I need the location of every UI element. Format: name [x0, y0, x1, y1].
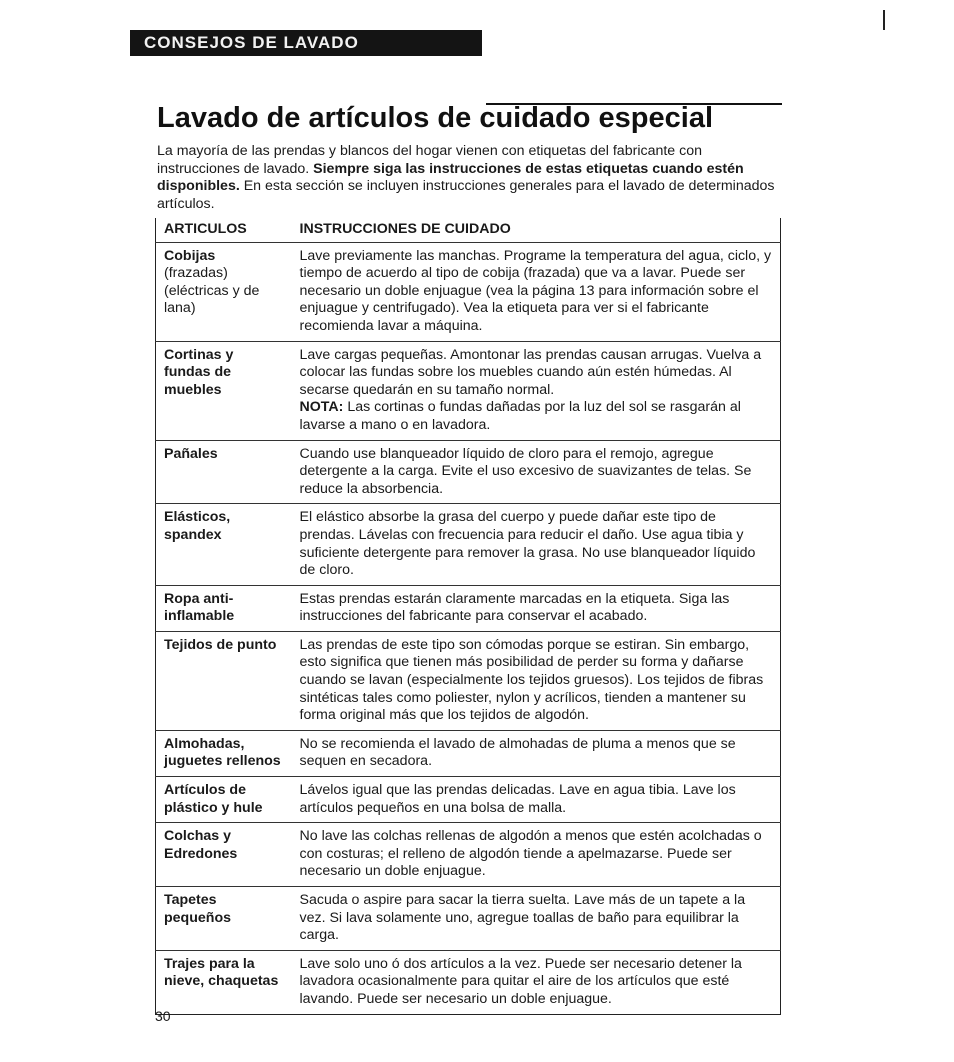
item-name: Elásticos, spandex: [164, 509, 231, 543]
margin-tick-mark: [883, 10, 885, 30]
instruction-cell: Lave solo uno ó dos artículos a la vez. Puede ser necesario detener la lavadora ocasionalmente para quitar el aire de los artículos que esté lavando. Puede ser necesario un doble enjuague.: [292, 950, 781, 1014]
column-header-instructions: INSTRUCCIONES DE CUIDADO: [292, 218, 781, 242]
instruction-cell: Las prendas de este tipo son cómodas porque se estiran. Sin embargo, esto significa que tienen más posibilidad de perder su forma y dañarse cuando se lavan (especialmente los tejidos gruesos). Los tejidos de fibras sintéticas tales como poliester, nylon y acrílicos, tienden a mantener su forma original más que los tejidos de algodón.: [292, 631, 781, 730]
intro-paragraph: [157, 143, 777, 213]
table-row: [156, 341, 781, 440]
item-cell: [156, 631, 292, 730]
table-row: [156, 887, 781, 951]
instruction-cell: Lave previamente las manchas. Programe la temperatura del agua, ciclo, y tiempo de acuerdo al tipo de cobija (frazada) que va a lavar. Puede ser necesario un doble enjuague (vea la página 13 para información sobre el enjuague y centrifugado). Vea la etiqueta para ver si el fabricante recomienda lavar a máquina.: [299, 247, 772, 334]
table-row: [156, 242, 781, 341]
note-body: Las cortinas o fundas dañadas por la luz del sol se rasgarán al lavarse a mano o en lavadora.: [299, 399, 741, 433]
item-name: Trajes para la nieve, chaquetas: [164, 955, 279, 990]
instruction-cell: [292, 341, 781, 440]
item-name: Tapetes pequeños: [164, 892, 232, 926]
item-cell: [156, 242, 292, 341]
table-row: [156, 585, 781, 631]
item-name: Ropa anti-inflamable: [164, 590, 235, 625]
intro-text-2: En esta sección se incluyen instrucciones generales para el lavado de determinados artículos.: [157, 178, 775, 212]
instruction-cell: No se recomienda el lavado de almohadas de pluma a menos que se sequen en secadora.: [292, 730, 781, 776]
item-name: Pañales: [164, 445, 218, 462]
instruction-cell: Lávelos igual que las prendas delicadas. Lave en agua tibia. Lave los artículos pequeños en una bolsa de malla.: [292, 777, 781, 823]
table-row: [156, 777, 781, 823]
instruction-cell: No lave las colchas rellenas de algodón a menos que estén acolchadas o con costuras; el relleno de algodón tiende a apelmazarse. Puede ser necesario un doble enjuague.: [292, 823, 781, 887]
item-cell: [156, 950, 292, 1014]
page-title: Lavado de artículos de cuidado especial: [157, 102, 714, 134]
item-cell: [156, 504, 292, 585]
item-name: Colchas y Edredones: [164, 828, 238, 862]
item-cell: [156, 341, 292, 440]
table-row: [156, 950, 781, 1014]
column-header-articles: ARTICULOS: [156, 218, 292, 242]
table-row: [156, 440, 781, 504]
section-banner: CONSEJOS DE LAVADO: [130, 30, 482, 56]
instruction-text: Lave cargas pequeñas. Amontonar las prendas causan arrugas. Vuelva a colocar las fundas sobre los muebles cuando aún estén húmedas. Al secarse quedarán en su tamaño normal.: [299, 346, 762, 398]
item-cell: [156, 730, 292, 776]
table-row: [156, 504, 781, 585]
table-row: [156, 823, 781, 887]
instruction-cell: Sacuda o aspire para sacar la tierra suelta. Lave más de un tapete a la vez. Si lava solamente uno, agregue toallas de baño para equilibrar la carga.: [292, 887, 781, 951]
item-name: Almohadas, juguetes rellenos: [164, 735, 281, 770]
table-row: [156, 730, 781, 776]
item-cell: [156, 777, 292, 823]
care-instructions-table: [155, 218, 781, 1015]
table-row: [156, 631, 781, 730]
item-subtitle: (frazadas) (eléctricas y de lana): [164, 265, 260, 317]
instruction-cell: El elástico absorbe la grasa del cuerpo y puede dañar este tipo de prendas. Lávelas con frecuencia para reducir el daño. Use agua tibia y suficiente detergente para remover la grasa. No use blanqueador líquido de cloro.: [292, 504, 781, 585]
item-cell: [156, 823, 292, 887]
item-cell: [156, 585, 292, 631]
note-label: NOTA:: [299, 399, 344, 416]
item-name: Cortinas y fundas de muebles: [164, 346, 234, 398]
intro-text-1: La mayoría de las prendas y blancos del hogar vienen con etiquetas del fabricante con instrucciones de lavado.: [157, 143, 702, 177]
item-cell: [156, 887, 292, 951]
item-cell: [156, 440, 292, 504]
item-name: Artículos de plástico y hule: [164, 782, 263, 816]
table-header-row: [156, 218, 781, 242]
intro-emphasis: Siempre siga las instrucciones de estas etiquetas cuando estén disponibles.: [157, 160, 744, 195]
instruction-cell: Estas prendas estarán claramente marcadas en la etiqueta. Siga las instrucciones del fabricante para conservar el acabado.: [292, 585, 781, 631]
note-text: [300, 399, 773, 434]
instruction-cell: Cuando use blanqueador líquido de cloro para el remojo, agregue detergente a la carga. Evite el uso excesivo de suavizantes de telas. Se reduce la absorbencia.: [292, 440, 781, 504]
page-number: 30: [155, 1008, 171, 1024]
item-name: Tejidos de punto: [164, 636, 277, 653]
item-name: Cobijas: [164, 247, 216, 264]
